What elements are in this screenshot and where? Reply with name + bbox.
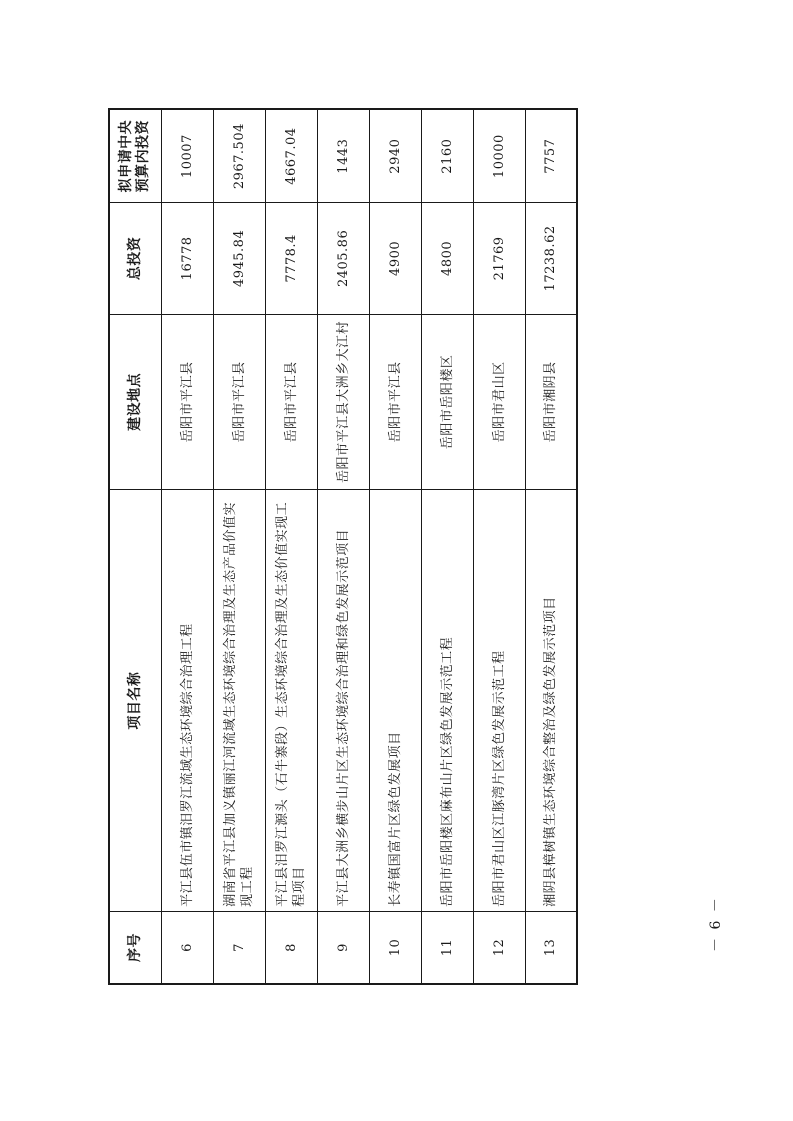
- cell-location: 岳阳市平江县: [369, 314, 421, 490]
- cell-total: 21769: [473, 203, 525, 314]
- cell-name: 湘阴县樟树镇生态环境综合整治及绿色发展示范项目: [525, 490, 577, 912]
- table-row: [317, 109, 369, 984]
- cell-seq: 6: [161, 911, 213, 984]
- cell-location: 岳阳市岳阳楼区: [421, 314, 473, 490]
- header-central: 拟申请中央预算内投资: [109, 109, 161, 203]
- cell-name: 平江县汨罗江源头（石牛寨段）生态环境综合治理及生态价值实现工程项目: [265, 490, 317, 912]
- cell-seq: 12: [473, 911, 525, 984]
- page-number: － 6 －: [708, 896, 724, 952]
- cell-name: 平江县大洲乡横步山片区生态环境综合治理和绿色发展示范项目: [317, 490, 369, 912]
- table-row: [473, 109, 525, 984]
- project-table: [108, 108, 578, 985]
- cell-name: 岳阳市岳阳楼区麻布山片区绿色发展示范工程: [421, 490, 473, 912]
- cell-central: 2160: [421, 109, 473, 203]
- cell-total: 4900: [369, 203, 421, 314]
- table-row: [421, 109, 473, 984]
- cell-seq: 7: [213, 911, 265, 984]
- header-location: 建设地点: [109, 314, 161, 490]
- cell-total: 4945.84: [213, 203, 265, 314]
- cell-total: 17238.62: [525, 203, 577, 314]
- cell-central: 2940: [369, 109, 421, 203]
- cell-name: 湖南省平江县加义镇丽江河流域生态环境综合治理及生态产品价值实现工程: [213, 490, 265, 912]
- cell-name: 平江县伍市镇汨罗江流域生态环境综合治理工程: [161, 490, 213, 912]
- cell-location: 岳阳市湘阴县: [525, 314, 577, 490]
- cell-seq: 8: [265, 911, 317, 984]
- cell-seq: 13: [525, 911, 577, 984]
- cell-central: 7757: [525, 109, 577, 203]
- cell-central: 2967.504: [213, 109, 265, 203]
- table-row: [213, 109, 265, 984]
- cell-location: 岳阳市平江县: [161, 314, 213, 490]
- cell-central: 10000: [473, 109, 525, 203]
- cell-location: 岳阳市平江县: [213, 314, 265, 490]
- cell-total: 2405.86: [317, 203, 369, 314]
- cell-total: 16778: [161, 203, 213, 314]
- cell-seq: 10: [369, 911, 421, 984]
- cell-total: 4800: [421, 203, 473, 314]
- table-row: [369, 109, 421, 984]
- cell-name: 长寿镇国富片区绿色发展项目: [369, 490, 421, 912]
- table-header-row: [109, 109, 161, 984]
- cell-total: 7778.4: [265, 203, 317, 314]
- cell-seq: 9: [317, 911, 369, 984]
- cell-location: 岳阳市平江县: [265, 314, 317, 490]
- table-row: [265, 109, 317, 984]
- cell-location: 岳阳市平江县大洲乡大江村: [317, 314, 369, 490]
- cell-central: 4667.04: [265, 109, 317, 203]
- header-seq: 序号: [109, 911, 161, 984]
- table-row: [525, 109, 577, 984]
- cell-central: 1443: [317, 109, 369, 203]
- table-row: [161, 109, 213, 984]
- cell-location: 岳阳市君山区: [473, 314, 525, 490]
- project-table-container: [108, 108, 578, 985]
- cell-central: 10007: [161, 109, 213, 203]
- header-name: 项目名称: [109, 490, 161, 912]
- header-total: 总投资: [109, 203, 161, 314]
- cell-seq: 11: [421, 911, 473, 984]
- cell-name: 岳阳市君山区江豚湾片区绿色发展示范工程: [473, 490, 525, 912]
